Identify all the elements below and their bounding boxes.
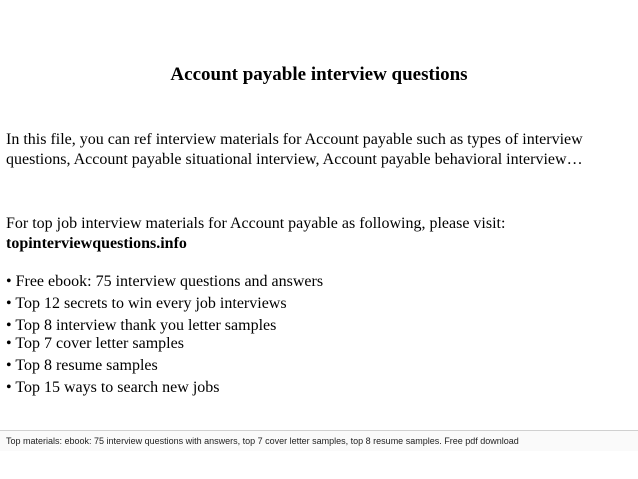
intro-paragraph: In this file, you can ref interview materials for Account payable such as types of interview questions, Account payable situational interview, Account payable behavioral interview… <box>6 131 583 168</box>
visit-text: For top job interview materials for Account payable as following, please visit: <box>6 215 506 232</box>
list-item: • Top 8 interview thank you letter samples <box>6 317 277 334</box>
visit-link[interactable]: topinterviewquestions.info <box>6 235 187 252</box>
visit-paragraph <box>6 214 634 254</box>
list-item: • Top 15 ways to search new jobs <box>6 379 220 396</box>
list-item: • Top 12 secrets to win every job interviews <box>6 295 287 312</box>
list-item: • Top 8 resume samples <box>6 357 158 374</box>
page-title: Account payable interview questions <box>170 64 468 85</box>
list-item: • Top 7 cover letter samples <box>6 335 184 352</box>
materials-list <box>6 272 634 398</box>
list-item: • Free ebook: 75 interview questions and answers <box>6 273 324 290</box>
footer-text: Top materials: ebook: 75 interview questions with answers, top 7 cover letter samples, top 8 resume samples. Free pdf download <box>6 436 519 446</box>
footer-bar <box>0 430 638 451</box>
